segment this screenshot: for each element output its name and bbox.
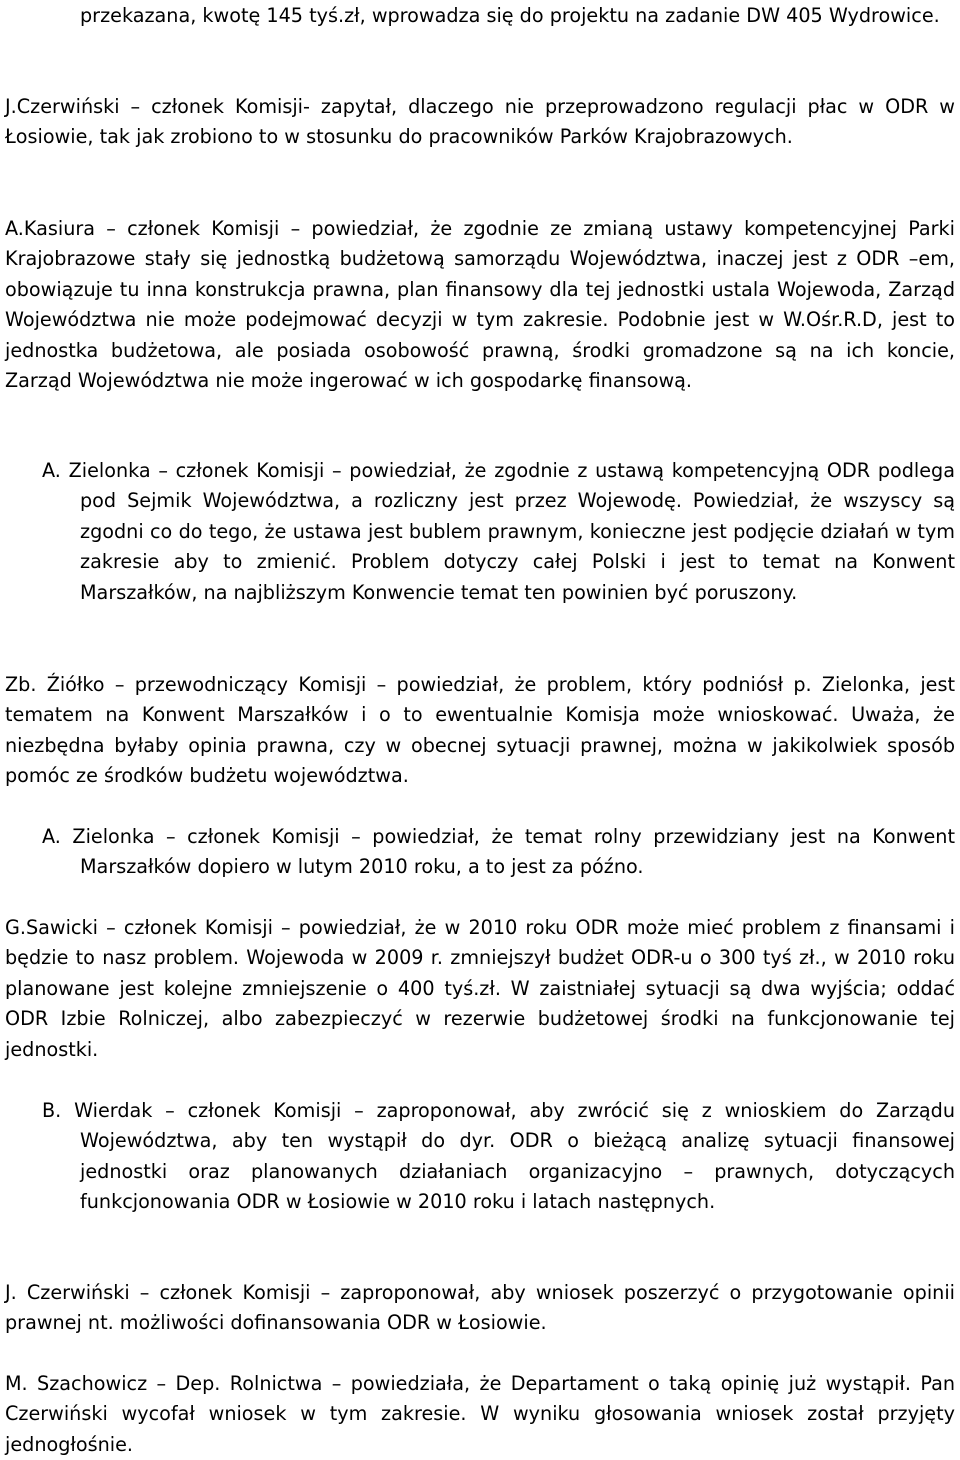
paragraph-sawicki-statement: G.Sawicki – członek Komisji – powiedział, że w 2010 roku ODR może mieć problem z finansami i będzie to nasz problem. Wojewoda w 2009 r. zmniejszył budżet ODR-u o 300 tyś zł., w 2010 roku planowane jest kolejne zmniejszenie o 400 tyś.zł. W zaistniałej sytuacji są dwa wyjścia; oddać ODR Izbie Rolniczej, albo zabezpieczyć w rezerwie budżetowej środki na funkcjonowanie tej jednostki. bbox=[5, 916, 955, 1061]
paragraph-budget-transfer: przekazana, kwotę 145 tyś.zł, wprowadza się do projektu na zadanie DW 405 Wydrowice. bbox=[80, 4, 940, 27]
paragraph-zielonka-convent: A. Zielonka – członek Komisji – powiedział, że temat rolny przewidziany jest na Konwent Marszałków dopiero w lutym 2010 roku, a to jest za późno. bbox=[42, 825, 955, 879]
paragraph-zielonka-statement: A. Zielonka – członek Komisji – powiedział, że zgodnie z ustawą kompetencyjną ODR podlega pod Sejmik Województwa, a rozliczny jest przez Wojewodę. Powiedział, że wszyscy są zgodni co do tego, że ustawa jest bublem prawnym, konieczne jest podjęcie działań w tym zakresie aby to zmienić. Problem dotyczy całej Polski i jest to temat na Konwent Marszałków, na najbliższym Konwencie temat ten powinien być poruszony. bbox=[42, 459, 955, 604]
paragraph-kasiura-statement: A.Kasiura – członek Komisji – powiedział, że zgodnie ze zmianą ustawy kompetencyjnej Parki Krajobrazowe stały się jednostką budżetową samorządu Województwa, inaczej jest z ODR –em, obowiązuje tu inna konstrukcja prawna, plan finansowy dla tej jednostki ustala Wojewoda, Zarząd Województwa nie może podejmować decyzji w tym zakresie. Podobnie jest w W.Ośr.R.D, jest to jednostka budżetowa, ale posiada osobowość prawną, środki gromadzone są na ich koncie, Zarząd Województwa nie może ingerować w ich gospodarkę finansową. bbox=[5, 217, 955, 393]
paragraph-czerwinski-question: J.Czerwiński – członek Komisji- zapytał, dlaczego nie przeprowadzono regulacji płac w ODR w Łosiowie, tak jak zrobiono to w stosunku do pracowników Parków Krajobrazowych. bbox=[5, 95, 955, 149]
paragraph-czerwinski-proposal: J. Czerwiński – członek Komisji – zaproponował, aby wniosek poszerzyć o przygotowanie opinii prawnej nt. możliwości dofinansowania ODR w Łosiowie. bbox=[5, 1281, 955, 1335]
paragraph-ziolko-statement: Zb. Źiółko – przewodniczący Komisji – powiedział, że problem, który podniósł p. Zielonka, jest tematem na Konwent Marszałków i o to ewentualnie Komisja może wnioskować. Uważa, że niezbędna byłaby opinia prawna, czy w obecnej sytuacji prawnej, można w jakikolwiek sposób pomóc ze środków budżetu województwa. bbox=[5, 673, 955, 788]
paragraph-szachowicz-statement: M. Szachowicz – Dep. Rolnictwa – powiedziała, że Departament o taką opinię już wystąpił. Pan Czerwiński wycofał wniosek w tym zakresie. W wyniku głosowania wniosek został przyjęty jednogłośnie. bbox=[5, 1372, 955, 1456]
paragraph-wierdak-proposal: B. Wierdak – członek Komisji – zaproponował, aby zwrócić się z wnioskiem do Zarządu Województwa, aby ten wystąpił do dyr. ODR o bieżącą analizę sytuacji finansowej jednostki oraz planowanych działaniach organizacyjno – prawnych, dotyczących funkcjonowania ODR w Łosiowie w 2010 roku i latach następnych. bbox=[42, 1099, 955, 1214]
